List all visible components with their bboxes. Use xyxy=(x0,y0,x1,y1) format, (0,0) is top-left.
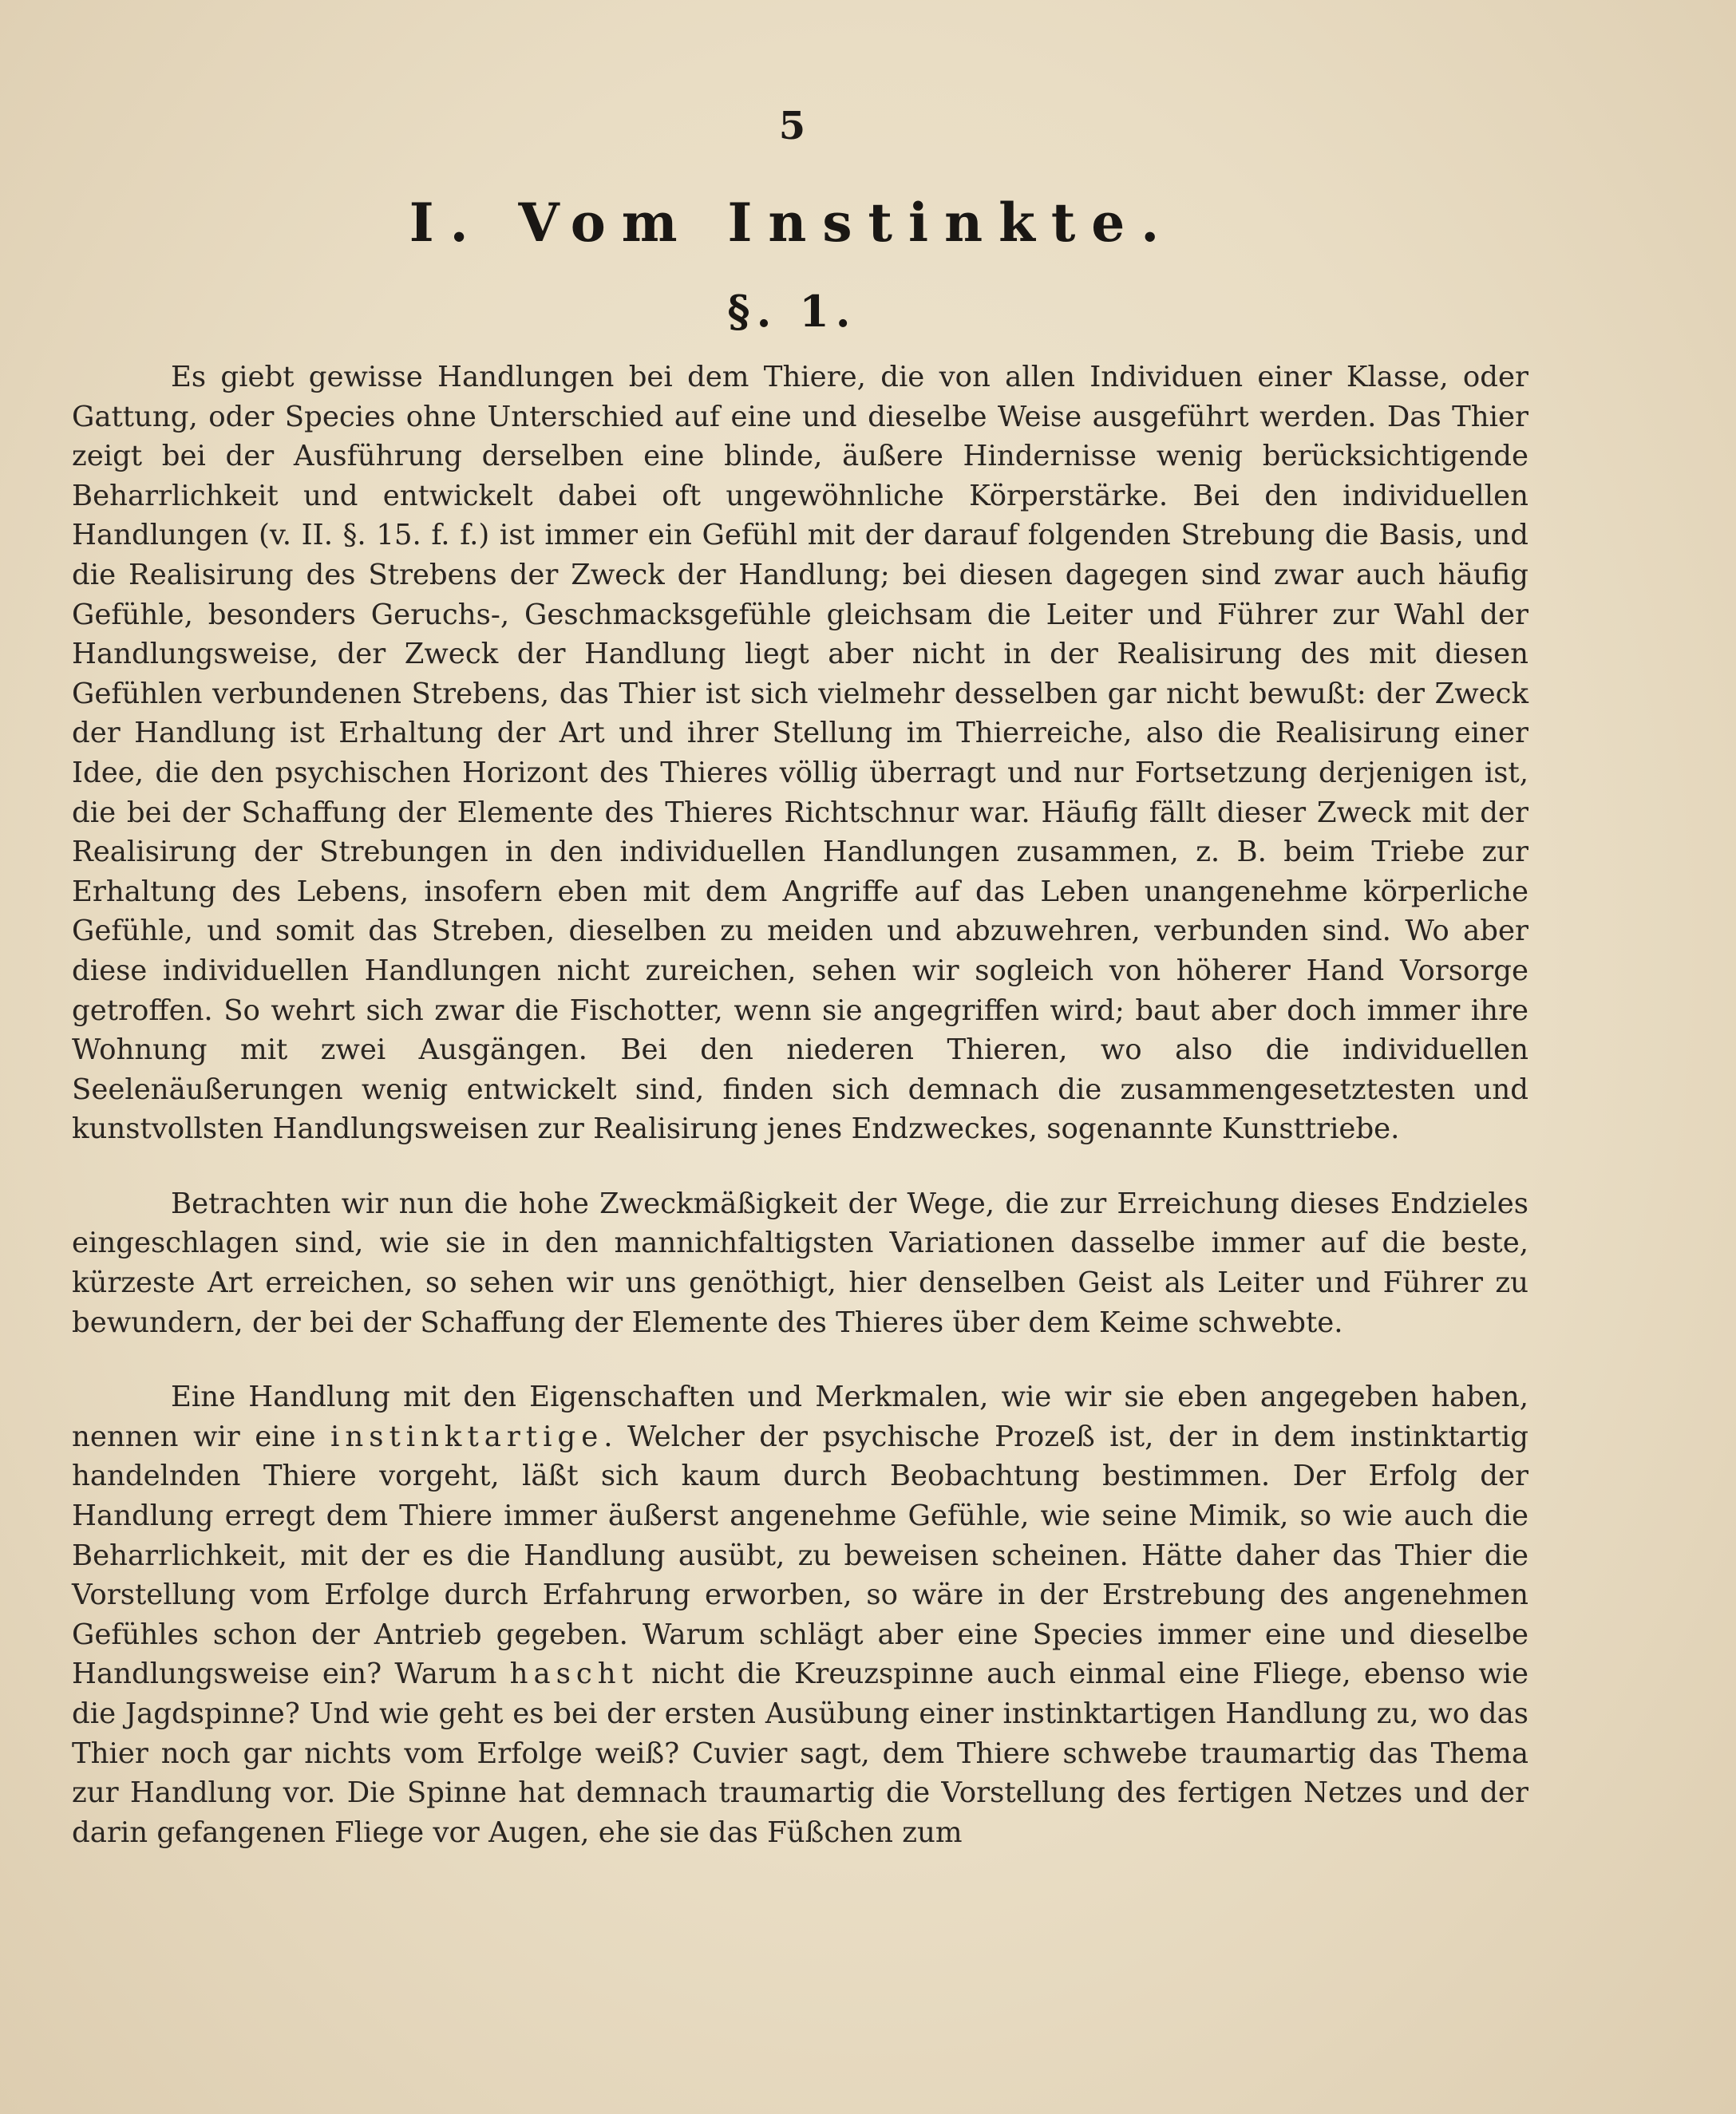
body-text xyxy=(72,358,1528,1852)
page-number: 5 xyxy=(778,104,806,148)
paragraph-3-part-3: nicht die Kreuzspinne auch einmal eine Fliege, ebenso wie die Jagdspinne? Und wie geht es bei der ersten Ausübung einer instinktartigen Handlung zu, wo das Thier noch gar nichts vom Erfolge weiß? Cuvier sagt, dem Thiere schwebe traumartig das Thema zur Handlung vor. Die Spinne hat demnach traumartig die Vorstellung des fertigen Netzes und der darin gefangenen Fliege vor Augen, ehe sie das Füßchen zum xyxy=(72,1658,1528,1849)
paragraph-3-part-1: Eine Handlung mit den Eigenschaften und Merkmalen, wie wir sie eben angegeben haben, nennen wir eine xyxy=(72,1381,1528,1453)
chapter-title: I. Vom Instinkte. xyxy=(409,192,1176,254)
emphasized-term-hascht: hascht xyxy=(509,1658,639,1691)
paragraph-1: Es giebt gewisse Handlungen bei dem Thiere, die von allen Individuen einer Klasse, oder Gattung, oder Species ohne Unterschied auf eine und dieselbe Weise ausgeführt werden. Das Thier zeigt bei der Ausführung derselben eine blinde, äußere Hindernisse wenig berücksichtigende Beharrlichkeit und entwickelt dabei oft ungewöhnliche Körperstärke. Bei den individuellen Handlungen (v. II. §. 15. f. f.) ist immer ein Gefühl mit der darauf folgenden Strebung die Basis, und die Realisirung des Strebens der Zweck der Handlung; bei diesen dagegen sind zwar auch häufig Gefühle, besonders Geruchs-, Geschmacksgefühle gleichsam die Leiter und Führer zur Wahl der Handlungsweise, der Zweck der Handlung liegt aber nicht in der Realisirung des mit diesen Gefühlen verbundenen Strebens, das Thier ist sich vielmehr desselben gar nicht bewußt: der Zweck der Handlung ist Erhaltung der Art und ihrer Stellung im Thierreiche, also die Realisirung einer Idee, die den psychischen Horizont des Thieres völlig überragt und nur Fortsetzung derjenigen ist, die bei der Schaffung der Elemente des Thieres Richtschnur war. Häufig fällt dieser Zweck mit der Realisirung der Strebungen in den individuellen Handlungen zusammen, z. B. beim Triebe zur Erhaltung des Lebens, insofern eben mit dem Angriffe auf das Leben unangenehme körperliche Gefühle, und somit das Streben, dieselben zu meiden und abzuwehren, verbunden sind. Wo aber diese individuellen Handlungen nicht zureichen, sehen wir sogleich von höherer Hand Vorsorge getroffen. So wehrt sich zwar die Fischotter, wenn sie angegriffen wird; baut aber doch immer ihre Wohnung mit zwei Ausgängen. Bei den niederen Thieren, wo also die individuellen Seelenäußerungen wenig entwickelt sind, finden sich demnach die zusammengesetztesten und kunstvollsten Handlungsweisen zur Realisirung jenes Endzweckes, sogenannte Kunsttriebe. xyxy=(72,361,1528,1146)
paragraph-2: Betrachten wir nun die hohe Zweckmäßigkeit der Wege, die zur Erreichung dieses Endzieles eingeschlagen sind, wie sie in den mannichfaltigsten Variationen dasselbe immer auf die beste, kürzeste Art erreichen, so sehen wir uns genöthigt, hier denselben Geist als Leiter und Führer zu bewundern, der bei der Schaffung der Elemente des Thieres über dem Keime schwebte. xyxy=(72,1187,1528,1339)
paragraph-3-part-2: . Welcher der psychische Prozeß ist, der in dem instinktartig handelnden Thiere vorgeht, läßt sich kaum durch Beobachtung bestimmen. Der Erfolg der Handlung erregt dem Thiere immer äußerst angenehme Gefühle, wie seine Mimik, so wie auch die Beharrlichkeit, mit der es die Handlung ausübt, zu beweisen scheinen. Hätte daher das Thier die Vorstellung vom Erfolge durch Erfahrung erworben, so wäre in der Erstrebung des angenehmen Gefühles schon der Antrieb gegeben. Warum schlägt aber eine Species immer eine und dieselbe Handlungsweise ein? Warum xyxy=(72,1420,1528,1691)
emphasized-term-instinktartige: instinktartige xyxy=(330,1420,604,1453)
section-title: §. 1. xyxy=(727,286,857,337)
paragraph-3 xyxy=(72,1377,1528,1852)
